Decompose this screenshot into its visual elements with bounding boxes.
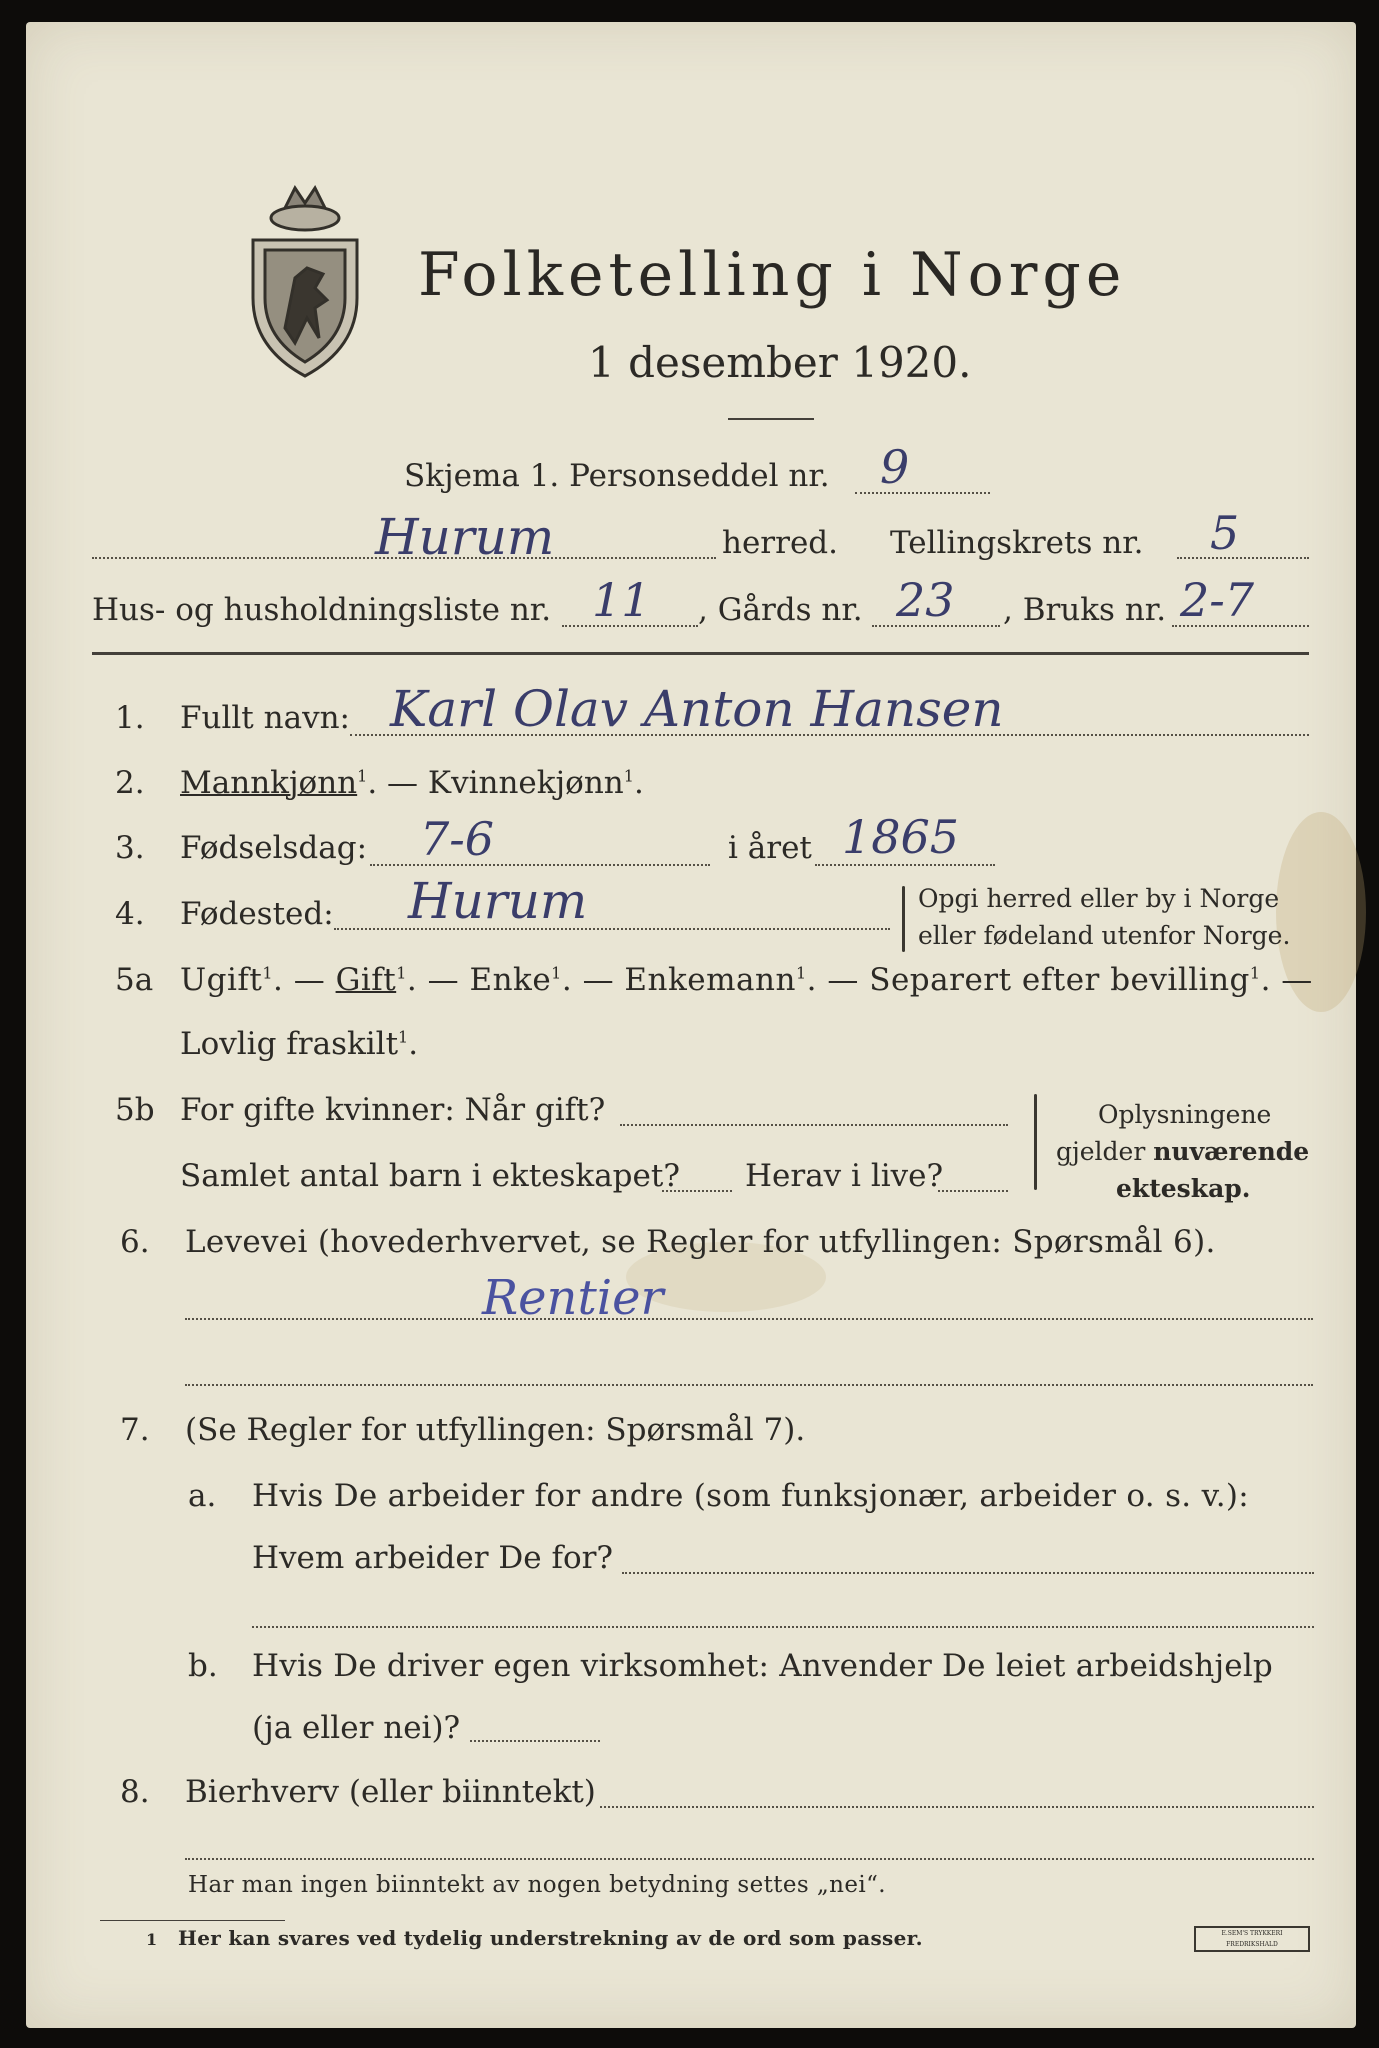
q5b-label-children: Samlet antal barn i ekteskapet? — [180, 1158, 680, 1194]
hus-nr-value[interactable]: 11 — [592, 573, 651, 627]
bruks-nr-value[interactable]: 2-7 — [1180, 573, 1255, 627]
q5a-number: 5a — [115, 962, 154, 998]
occupation-field-line-2 — [185, 1384, 1313, 1386]
q1-label: Fullt navn: — [180, 700, 350, 736]
occupation-field-line — [185, 1318, 1313, 1320]
q7a-label: Hvis De arbeider for andre (som funksjonær, arbeider o. s. v.): — [252, 1478, 1250, 1514]
side-income-field-line — [600, 1806, 1314, 1808]
tellingskrets-label: Tellingskrets nr. — [890, 525, 1144, 561]
herred-label: herred. — [722, 525, 838, 561]
q7b-label-2: (ja eller nei)? — [252, 1710, 461, 1746]
year-label: i året — [728, 830, 812, 866]
footer-note: Har man ingen biinntekt av nogen betydning settes „nei“. — [188, 1872, 886, 1898]
marital-option-enke[interactable]: Enke — [469, 962, 552, 998]
gards-nr-value[interactable]: 23 — [896, 573, 955, 627]
footnote-mark: 1 — [146, 1930, 158, 1949]
tellingskrets-nr-value[interactable]: 5 — [1210, 506, 1240, 560]
birth-year-field-line — [815, 864, 995, 866]
q2-number: 2. — [115, 765, 145, 801]
marital-option-separert[interactable]: Separert efter bevilling — [869, 962, 1250, 998]
bruks-label: , Bruks nr. — [1003, 592, 1167, 628]
footnote-text: Her kan svares ved tydelig understrekning av de ord som passer. — [178, 1926, 923, 1950]
skjema-label: Skjema 1. Personseddel nr. — [404, 458, 830, 494]
brace — [1034, 1094, 1037, 1190]
marital-option-fraskilt-wrap: Lovlig fraskilt$^1$. — [180, 1026, 419, 1062]
birthplace-value[interactable]: Hurum — [408, 872, 588, 930]
q6-number: 6. — [120, 1224, 150, 1260]
sex-option-female[interactable]: Kvinnekjønn — [427, 765, 624, 801]
children-field-line — [662, 1190, 732, 1192]
q6-label: Levevei (hovederhvervet, se Regler for utfyllingen: Spørsmål 6). — [185, 1224, 1216, 1260]
personseddel-nr-value[interactable]: 9 — [880, 440, 910, 494]
birthplace-note-2: eller fødeland utenfor Norge. — [918, 921, 1291, 950]
birthday-value[interactable]: 7-6 — [420, 812, 495, 866]
footnote-divider — [100, 1920, 285, 1921]
personseddel-field-line — [855, 492, 990, 494]
q7a-label-2: Hvem arbeider De for? — [252, 1540, 614, 1576]
marital-option-gift[interactable]: Gift — [335, 962, 397, 998]
coat-of-arms-icon — [245, 178, 365, 383]
gards-label: , Gårds nr. — [698, 592, 863, 628]
form-title: Folketelling i Norge — [418, 240, 1127, 310]
full-name-value[interactable]: Karl Olav Anton Hansen — [390, 680, 1004, 738]
q7b-label: Hvis De driver egen virksomhet: Anvender De leiet arbeidshjelp — [252, 1648, 1273, 1684]
birthplace-note-1: Opgi herred eller by i Norge — [918, 884, 1280, 913]
occupation-value[interactable]: Rentier — [482, 1270, 664, 1326]
q8-number: 8. — [120, 1774, 150, 1810]
marital-option-enkemann[interactable]: Enkemann — [624, 962, 796, 998]
marriage-note-3: ekteskap. — [1116, 1174, 1251, 1203]
brace — [902, 886, 905, 952]
census-date: 1 desember 1920. — [588, 338, 972, 387]
hus-label: Hus- og husholdningsliste nr. — [92, 592, 552, 628]
title-divider — [728, 418, 814, 420]
marital-option-ugift[interactable]: Ugift — [180, 962, 263, 998]
married-date-field-line — [620, 1124, 1008, 1126]
hired-help-field-line — [470, 1740, 600, 1742]
q3-number: 3. — [115, 830, 145, 866]
marriage-note-1: Oplysningene — [1098, 1100, 1272, 1129]
q7b-letter: b. — [188, 1648, 218, 1684]
employer-field-line — [622, 1572, 1314, 1574]
printer-stamp: E.SEM'S TRYKKERI FREDRIKSHALD — [1194, 1926, 1310, 1952]
q8-label: Bierhverv (eller biinntekt) — [185, 1774, 596, 1810]
marital-status-options: Ugift$^1$. — Gift$^1$. — Enke$^1$. — Enkemann$^1$. — Separert efter bevilling$^1$. — — [180, 962, 1313, 998]
q4-label: Fødested: — [180, 896, 334, 932]
form-paper — [26, 22, 1356, 2028]
q3-label: Fødselsdag: — [180, 830, 368, 866]
birth-year-value[interactable]: 1865 — [842, 810, 960, 864]
tellingskrets-field-line — [1177, 557, 1309, 559]
q5b-label-alive: Herav i live? — [745, 1158, 944, 1194]
q4-number: 4. — [115, 896, 145, 932]
sex-options: Mannkjønn$^1$. — Kvinnekjønn$^1$. — [180, 765, 644, 801]
q5b-number: 5b — [115, 1092, 155, 1128]
q1-number: 1. — [115, 700, 145, 736]
alive-field-line — [938, 1190, 1008, 1192]
marital-option-fraskilt[interactable]: Lovlig fraskilt — [180, 1026, 399, 1062]
side-income-field-line-2 — [185, 1858, 1314, 1860]
q7a-letter: a. — [188, 1478, 217, 1514]
q7-number: 7. — [120, 1412, 150, 1448]
sex-option-male[interactable]: Mannkjønn — [180, 765, 358, 801]
herred-value[interactable]: Hurum — [375, 508, 555, 566]
header-divider — [92, 652, 1309, 655]
q7-label: (Se Regler for utfyllingen: Spørsmål 7). — [185, 1412, 806, 1448]
marriage-note-2: gjelder nuværende — [1056, 1137, 1310, 1166]
employer-field-line-2 — [252, 1626, 1314, 1628]
q5b-label-married: For gifte kvinner: Når gift? — [180, 1092, 606, 1128]
